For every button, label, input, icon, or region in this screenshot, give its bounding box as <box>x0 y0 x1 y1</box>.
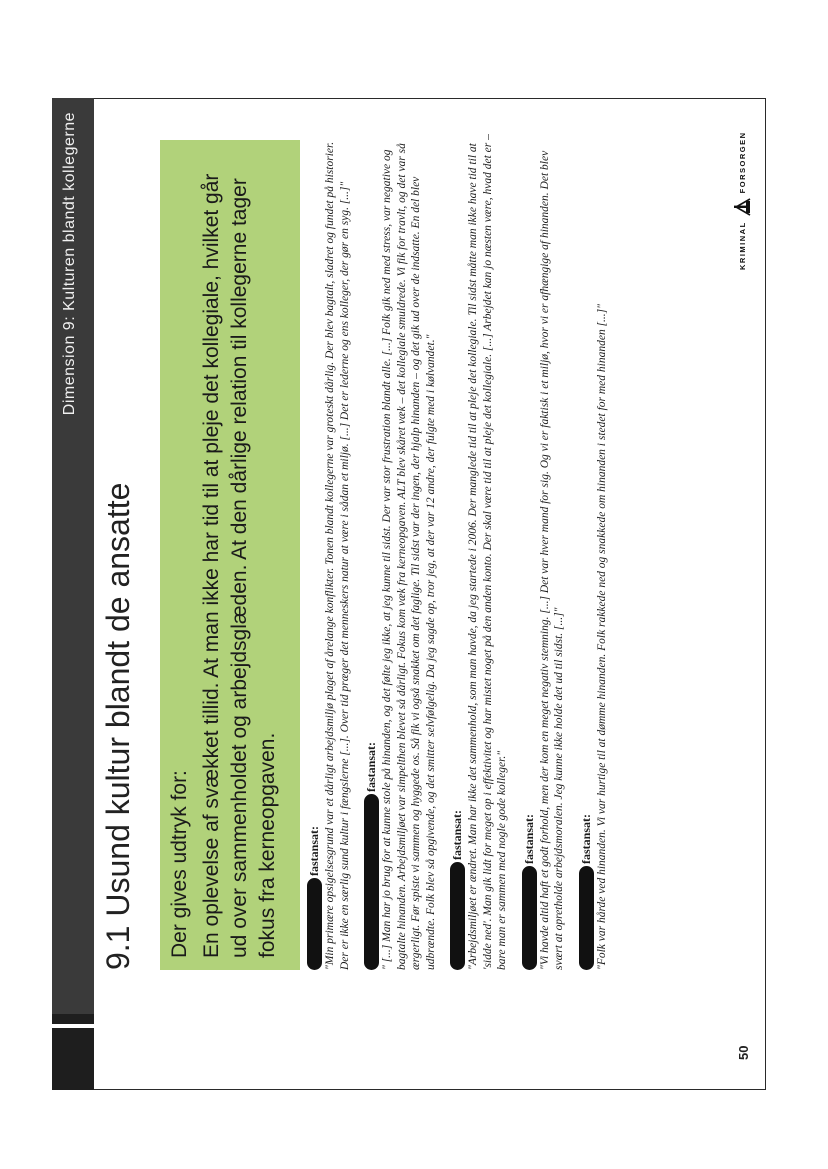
quote-role: fastansat: <box>521 814 536 864</box>
quote-header <box>364 130 379 970</box>
logo-text-right: FORSORGEN <box>737 131 747 194</box>
quote-text: "Min primære opsigelsesgrund var et dårligt arbejdsmiljø plaget af årelange konflikter. Tonen blandt kollegerne var groteskt dårlig. Der blev bagtalt, sladret og fundet på historier. Der er ikke en særlig sund kultur i fængslerne [...]. Over tid præger det menneskers natur at være i sådan et miljø. [...] Det er lederne og ens kolleger, der gør en syg. [...]" <box>324 141 351 970</box>
quote-role: fastansat: <box>450 810 465 860</box>
quote-role: fastansat: <box>578 814 593 864</box>
redacted-name <box>307 878 322 970</box>
logo-text-left: KRIMINAL <box>737 221 747 270</box>
quote-text: "Vi havde altid haft et godt forhold, men der kom en meget negativ stemning. [...] Det var hver mand for sig. Og vi er faktisk i et miljø, hvor vi er afhængige af hinanden. Det blev svært at opretholde arbejdsmoralen. Jeg kunne ikke holde det ud til sidst. [...]" <box>538 150 565 970</box>
quote-item <box>450 130 510 970</box>
summary-lead: Der gives udtryk for: <box>168 770 191 958</box>
quote-header <box>579 130 594 970</box>
summary-statement: En oplevelse af svækket tillid. At man ikke har tid til at pleje det kollegiale, hvilket går ud over sammenholdet og arbejdsglæden. At den dårlige relation til kollegerne tager fokus fra kerneopgaven. <box>200 173 279 958</box>
logo-mark-icon <box>732 197 752 217</box>
quote-role: fastansat: <box>364 742 379 792</box>
quote-header <box>522 130 537 970</box>
quote-text: "Folk var hårde ved hinanden. Vi var hurtige til at dømme hinanden. Folk rakkede ned og snakkede om hinanden i stedet for med hinanden [...]" <box>595 304 608 970</box>
redacted-name <box>579 866 594 970</box>
header-bar <box>52 98 94 1090</box>
header-title: Dimension 9: Kulturen blandt kollegerne <box>61 112 78 416</box>
quote-text: "Arbejdsmiljøet er ændret. Man har ikke det sammenhold, som man havde, da jeg startede i 2006. Der manglede tid til at pleje det kollegiale. Til sidst måtte man ikke have tid til at 'sidde ned'. Man gik lidt for meget op i effektivitet og har mistet noget på den anden konto. Der skal være tid til at pleje det kollegiale. [...] Arbejdet kan jo næsten være, hvad det er – bare man er sammen med nogle gode kolleger." <box>467 134 508 970</box>
redacted-name <box>364 794 379 970</box>
quote-text: " [...] Man har jo brug for at kunne stole på hinanden, og det følte jeg ikke, at jeg kunne til sidst. Der var stor frustration blandt alle. [...] Folk gik ned med stress, var negative og bagtalte hinanden. Arbejdsmiljøet var simpelthen blevet så dårligt. Fokus kom væk fra kerneopgaven. ALT blev skåret væk – det kollegiale smuldrede. Vi fik for travlt, og det var så ærgerligt. Før spiste vi sammen og hyggede os. Så fik vi også snakket om det faglige. Til sidst var der ingen, der hjalp hinanden – og det gik ud over de indsatte. En del blev udbrændte. Folk blev så opgivende, og det smitter selvfølgelig. Da jeg sagde op, tror jeg, at der var 12 andre, der fulgte med i kølvandet." <box>381 143 437 970</box>
quotes-list <box>307 130 621 970</box>
kriminalforsorgen-logo <box>732 131 752 270</box>
quote-role: fastansat: <box>307 826 322 876</box>
page-title: 9.1 Usund kultur blandt de ansatte <box>100 482 136 970</box>
quote-header <box>450 130 465 970</box>
quote-item <box>307 130 352 970</box>
redacted-name <box>522 866 537 970</box>
rotated-page <box>52 98 766 1090</box>
quote-header <box>307 130 322 970</box>
page-number: 50 <box>736 1045 751 1060</box>
summary-box <box>160 140 300 970</box>
header-corner-notch <box>52 1024 94 1028</box>
quote-item <box>579 130 610 970</box>
quote-item <box>364 130 438 970</box>
redacted-name <box>450 862 465 970</box>
quote-item <box>522 130 567 970</box>
